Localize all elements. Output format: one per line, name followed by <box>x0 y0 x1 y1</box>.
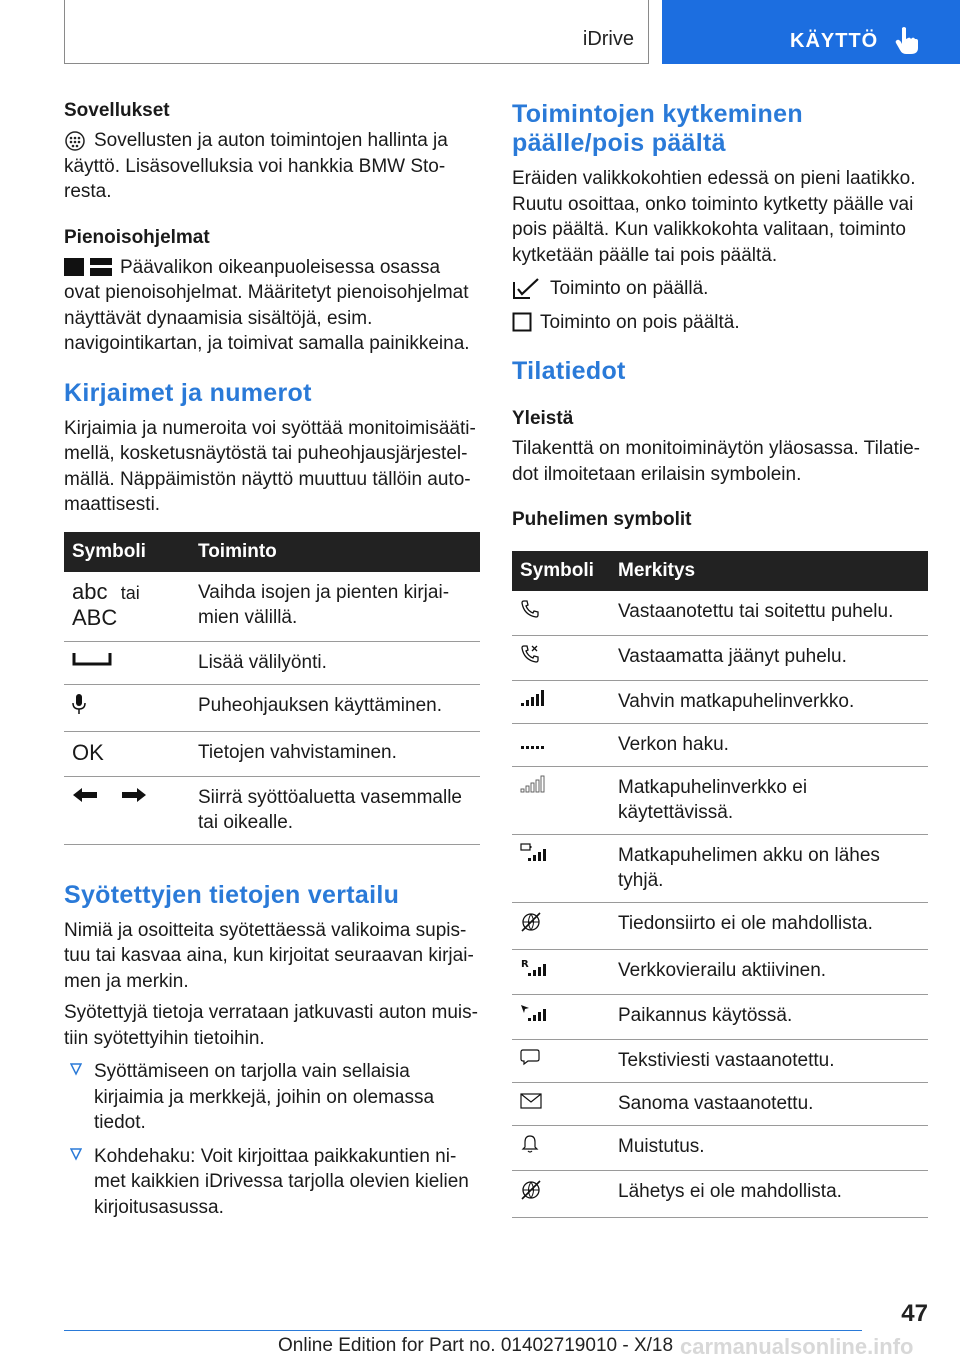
hand-pointer-icon <box>894 26 920 56</box>
uppercase-symbol: ABC <box>72 604 118 630</box>
apps-icon <box>64 130 86 152</box>
sovellukset-heading: Sovellukset <box>64 100 170 121</box>
bullet-text: Kohdehaku: Voit kirjoittaa paikkakuntien nimet kaikkien iDrivessa tarjolla olevien kielien kirjoitusasussa. <box>94 1145 469 1218</box>
toiminto-heading: Toimintojen kytkeminen päälle/pois päältä <box>512 100 803 157</box>
widgets-icon <box>64 257 112 277</box>
table-header-symbol: Symboli <box>512 551 610 591</box>
table-row <box>512 591 928 636</box>
pienoisohjelmat-heading: Pienoisohjelmat <box>64 226 210 248</box>
arrow-right-icon <box>121 787 147 803</box>
table-row <box>512 903 928 950</box>
svg-text:R: R <box>521 959 529 970</box>
table-row <box>512 995 928 1040</box>
sovellukset-paragraph <box>64 128 480 205</box>
table-row <box>64 641 480 684</box>
table-row <box>512 835 928 903</box>
lowercase-symbol: abc <box>72 578 108 604</box>
checkbox-checked-icon <box>512 278 542 300</box>
description-cell: Sanoma vastaanotettu. <box>610 1083 928 1126</box>
watermark: carmanualsonline.info <box>680 1334 914 1359</box>
network-search-icon <box>520 732 546 750</box>
symbol-cell <box>64 684 190 731</box>
vertailu-heading: Syötettyjen tietojen vertailu <box>64 880 400 909</box>
table-row <box>64 572 480 642</box>
yleista-heading: Yleistä <box>512 408 574 429</box>
description-cell: Tiedonsiirto ei ole mahdollista. <box>610 903 928 950</box>
description-cell: Lisää välilyönti. <box>190 641 480 684</box>
check-on-text: Toiminto on päällä. <box>550 278 709 299</box>
space-bar-icon <box>72 650 112 668</box>
list-item <box>64 1144 480 1221</box>
reminder-icon <box>520 1134 540 1154</box>
header-section-box <box>64 0 649 64</box>
arrow-left-icon <box>72 787 98 803</box>
symbol-cell <box>64 776 190 844</box>
kirjaimet-heading: Kirjaimet ja numerot <box>64 378 312 407</box>
check-off-row <box>512 310 928 336</box>
table-header-row <box>512 551 928 591</box>
table-header-meaning: Merkitys <box>610 551 928 591</box>
list-item <box>64 1059 480 1136</box>
description-cell: Lähetys ei ole mahdollista. <box>610 1171 928 1218</box>
toiminto-text: Eräiden valikkokohtien edessä on pieni laatikko. Ruutu osoittaa, onko toiminto kytketty päälle vai pois päältä. Kun valikkokohta valitaan, toiminto kytketään päälle tai pois päältä. <box>512 168 916 266</box>
table-row <box>64 731 480 776</box>
yleista-text: Tilakenttä on monitoiminäytön yläosassa. Tilatiedot ilmoitetaan erilaisin symbolein. <box>512 438 920 485</box>
table-row <box>512 1126 928 1171</box>
table-row <box>512 1040 928 1083</box>
tilatiedot-heading: Tilatiedot <box>512 357 626 385</box>
table-row <box>64 776 480 844</box>
no-network-icon <box>520 775 546 793</box>
vertailu-text-1: Nimiä ja osoitteita syötettäessä valikoima supistuu tai kasvaa aina, kun kirjoitat seuraavan kirjaimen ja merkin. <box>64 919 474 992</box>
no-data-icon <box>520 911 542 933</box>
description-cell: Vastaanotettu tai soitettu puhelu. <box>610 591 928 636</box>
table-row <box>64 684 480 731</box>
description-cell: Matkapuhelimen akku on lähes tyhjä. <box>610 835 928 903</box>
footer-edition: Online Edition for Part no. 01402719010 - X/18 <box>278 1335 674 1356</box>
description-cell: Tekstiviesti vastaanotettu. <box>610 1040 928 1083</box>
table-header-row <box>64 532 480 572</box>
description-cell: Puheohjauksen käyttäminen. <box>190 684 480 731</box>
puhelin-heading: Puhelimen symbolit <box>512 509 692 530</box>
phone-symbols-table <box>512 551 928 1218</box>
table-row <box>512 950 928 995</box>
check-off-text: Toiminto on pois päältä. <box>540 311 740 333</box>
description-cell: Vaihda isojen ja pienten kirjaimien välillä. <box>190 572 480 642</box>
description-cell: Muistutus. <box>610 1126 928 1171</box>
pienoisohjelmat-text: Päävalikon oikeanpuoleisessa osassa ovat pienoisohjelmat. Määritetyt pienoisohjelmat näyttävät dynaamisia sisältöjä, esim. navigointikartan, ja toimivat samalla painikkeina. <box>64 256 470 354</box>
table-row <box>512 681 928 724</box>
check-on-row <box>512 276 928 302</box>
ok-symbol: OK <box>72 739 104 765</box>
description-cell: Matkapuhelinverkko ei käytettävissä. <box>610 767 928 835</box>
input-symbols-table <box>64 532 480 845</box>
missed-call-icon <box>520 644 540 664</box>
table-row <box>512 1171 928 1218</box>
header-section-title: iDrive <box>582 28 634 50</box>
symbol-cell <box>64 731 190 776</box>
pienoisohjelmat-paragraph <box>64 255 480 357</box>
roaming-icon <box>520 958 548 978</box>
signal-strength-icon <box>520 689 546 707</box>
table-header-symbol: Symboli <box>64 532 190 572</box>
table-header-function: Toiminto <box>190 532 480 572</box>
symbol-cell <box>64 572 190 642</box>
sovellukset-text: Sovellusten ja auton toimintojen hallinta ja käyttö. Lisäsovelluksia voi hankkia BMW Storesta. <box>64 130 448 202</box>
left-column <box>64 100 480 1228</box>
description-cell: Siirrä syöttöaluetta vasemmalle tai oikealle. <box>190 776 480 844</box>
sms-icon <box>520 1048 540 1066</box>
footer-divider <box>64 1330 862 1331</box>
table-row <box>512 636 928 681</box>
no-send-icon <box>520 1179 542 1201</box>
microphone-icon <box>72 693 86 715</box>
phone-call-icon <box>520 599 540 619</box>
page-number: 47 <box>901 1300 928 1327</box>
description-cell: Verkon haku. <box>610 724 928 767</box>
header-chapter-title: KÄYTTÖ <box>790 30 879 52</box>
or-label: tai <box>120 582 140 603</box>
low-battery-icon <box>520 843 548 863</box>
right-column <box>512 100 928 1218</box>
bullet-text: Syöttämiseen on tarjolla vain sellaisia kirjaimia ja merkkejä, joihin on olemassa tiedot. <box>94 1061 435 1133</box>
table-row <box>512 1083 928 1126</box>
description-cell: Verkkovierailu aktiivinen. <box>610 950 928 995</box>
table-row <box>512 767 928 835</box>
location-icon <box>520 1003 548 1023</box>
bullet-triangle-icon <box>70 1062 82 1076</box>
kirjaimet-text: Kirjaimia ja numeroita voi syöttää monitoimisäätimellä, kosketusnäytöstä tai puheohjausjärjestelmällä. Näppäimistön näyttö muuttuu tällöin automaattisesti. <box>64 417 476 515</box>
description-cell: Tietojen vahvistaminen. <box>190 731 480 776</box>
description-cell: Vastaamatta jäänyt puhelu. <box>610 636 928 681</box>
description-cell: Paikannus käytössä. <box>610 995 928 1040</box>
description-cell: Vahvin matkapuhelinverkko. <box>610 681 928 724</box>
bullet-triangle-icon <box>70 1147 82 1161</box>
vertailu-text-2: Syötettyjä tietoja verrataan jatkuvasti auton muistiin syötettyihin tietoihin. <box>64 1002 478 1049</box>
message-icon <box>520 1093 542 1109</box>
table-row <box>512 724 928 767</box>
symbol-cell <box>64 641 190 684</box>
checkbox-empty-icon <box>512 312 532 332</box>
header-chapter-tab <box>662 0 960 64</box>
